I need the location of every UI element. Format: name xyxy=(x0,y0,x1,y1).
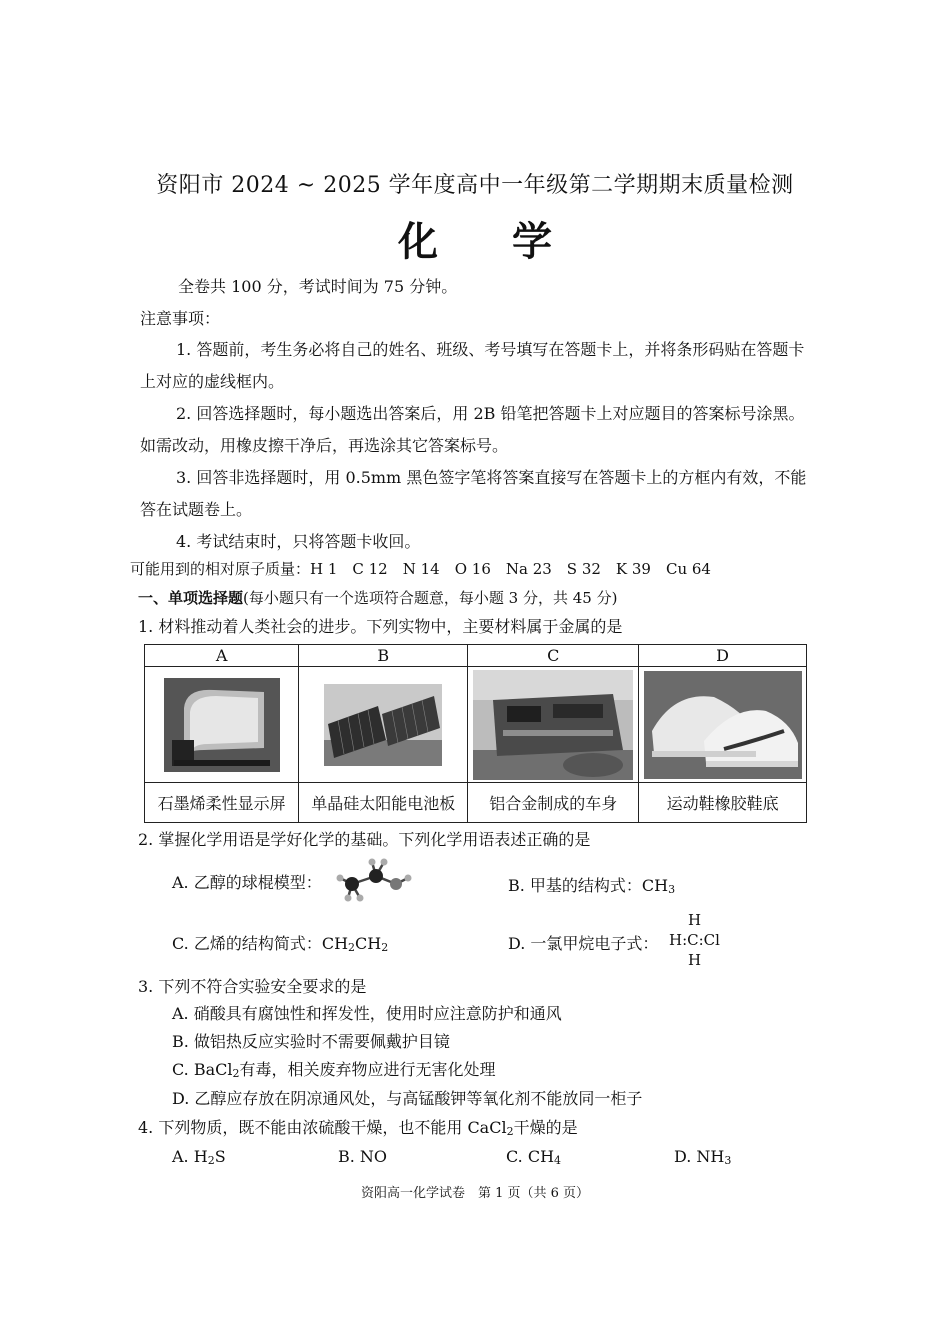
q3-option-c-sub: 2 xyxy=(232,1067,240,1080)
q4-option-d xyxy=(674,1146,731,1172)
chloromethane-electron-formula xyxy=(669,912,720,968)
q1-caption-b: 单晶硅太阳能电池板 xyxy=(299,783,468,823)
notice-item-1: 1. 答题前，考生务必将自己的姓名、班级、考号填写在答题卡上，并将条形码贴在答题卡上对应的虚线框内。 xyxy=(140,340,805,391)
q4-option-c xyxy=(506,1146,561,1172)
q4-option-a-pre: A. H xyxy=(172,1147,208,1166)
q1-letter-a: A xyxy=(145,645,299,667)
q4-option-b: B. NO xyxy=(338,1147,388,1166)
q3-option-b: B. 做铝热反应实验时不需要佩戴护目镜 xyxy=(172,1032,450,1051)
section-1-note: (每小题只有一个选项符合题意，每小题 3 分，共 45 分) xyxy=(243,589,618,607)
q1-caption-c: 铝合金制成的车身 xyxy=(468,783,639,823)
q4-option-a-post: S xyxy=(214,1147,226,1166)
notice-item-3: 3. 回答非选择题时，用 0.5mm 黑色签字笔将答案直接写在答题卡上的方框内有效，不能答在试题卷上。 xyxy=(140,468,807,519)
q4-stem-post: 干燥的是 xyxy=(513,1118,578,1137)
q2-option-a-label: A. 乙醇的球棍模型： xyxy=(172,873,322,892)
q2-option-d xyxy=(508,933,658,955)
notice-heading: 注意事项： xyxy=(140,309,221,328)
electron-formula-bottom-h: H xyxy=(688,951,702,969)
q3-option-c-post: 有毒，相关废弃物应进行无害化处理 xyxy=(239,1060,496,1079)
sneaker-image xyxy=(644,671,802,779)
q4-option-d-sub: 3 xyxy=(724,1154,732,1167)
flexible-display-image xyxy=(164,678,280,772)
q2-option-d-text: D. 一氯甲烷电子式： xyxy=(508,934,659,953)
electron-formula-top-h: H xyxy=(688,911,702,929)
atomic-masses: 可能用到的相对原子质量：H 1 C 12 N 14 O 16 Na 23 S 32 K 39 Cu 64 xyxy=(130,560,711,578)
q1-image-cell-b xyxy=(299,667,468,783)
q3-option-a: A. 硝酸具有腐蚀性和挥发性，使用时应注意防护和通风 xyxy=(172,1004,562,1023)
section-1-header xyxy=(138,587,617,609)
solar-panel-image xyxy=(324,684,442,766)
q1-caption-d: 运动鞋橡胶鞋底 xyxy=(639,783,807,823)
exam-title: 资阳市 2024 ~ 2025 学年度高中一年级第二学期期末质量检测 xyxy=(156,173,794,198)
notice-item-4: 4. 考试结束时，只将答题卡收回。 xyxy=(176,532,421,551)
ethanol-ball-stick-model xyxy=(330,854,416,910)
q1-image-cell-a xyxy=(145,667,299,783)
q4-stem-pre: 4. 下列物质，既不能由浓硫酸干燥，也不能用 CaCl xyxy=(138,1118,507,1137)
notice-item-2: 2. 回答选择题时，每小题选出答案后，用 2B 铅笔把答题卡上对应题目的答案标号涂黑。如需改动，用橡皮擦干净后，再选涂其它答案标号。 xyxy=(140,404,805,455)
section-1-title: 一、单项选择题 xyxy=(138,589,244,607)
q2-stem: 2. 掌握化学用语是学好化学的基础。下列化学用语表述正确的是 xyxy=(138,830,591,849)
q1-image-cell-d xyxy=(639,667,807,783)
q1-letter-c: C xyxy=(468,645,639,667)
q4-option-c-sub: 4 xyxy=(554,1154,562,1167)
q4-option-a-sub: 2 xyxy=(207,1154,215,1167)
q4-stem xyxy=(138,1117,578,1143)
q3-option-c xyxy=(172,1059,496,1085)
q4-option-c-pre: C. CH xyxy=(506,1147,555,1166)
q1-image-cell-c xyxy=(468,667,639,783)
q1-letter-b: B xyxy=(299,645,468,667)
q1-letter-d: D xyxy=(639,645,807,667)
train-image xyxy=(473,670,633,780)
q3-stem: 3. 下列不符合实验安全要求的是 xyxy=(138,977,367,996)
q1-stem: 1. 材料推动着人类社会的进步。下列实物中，主要材料属于金属的是 xyxy=(138,617,623,636)
exam-intro: 全卷共 100 分，考试时间为 75 分钟。 xyxy=(178,277,458,296)
q2-option-b xyxy=(508,875,675,901)
q2-option-c-mid: CH xyxy=(355,934,382,953)
q2-option-c-sub1: 2 xyxy=(348,941,356,954)
q4-stem-sub: 2 xyxy=(506,1125,514,1138)
q3-option-c-pre: C. BaCl xyxy=(172,1060,233,1079)
q2-option-c-text: C. 乙烯的结构简式：CH xyxy=(172,934,349,953)
q2-option-b-sub: 3 xyxy=(668,883,676,896)
q1-choice-table xyxy=(144,644,807,823)
q2-option-c-sub2: 2 xyxy=(381,941,389,954)
q1-caption-a: 石墨烯柔性显示屏 xyxy=(145,783,299,823)
q2-option-c xyxy=(172,933,388,959)
q4-option-d-pre: D. NH xyxy=(674,1147,725,1166)
q2-option-a xyxy=(172,872,322,894)
page-footer: 资阳高一化学试卷 第 1 页（共 6 页） xyxy=(360,1186,590,1201)
q4-option-a xyxy=(172,1146,226,1172)
subject-title: 化 学 xyxy=(398,219,552,265)
electron-formula-middle: H:C:Cl xyxy=(669,931,720,949)
q2-option-b-text: B. 甲基的结构式：CH xyxy=(508,876,669,895)
q3-option-d: D. 乙醇应存放在阴凉通风处，与高锰酸钾等氧化剂不能放同一柜子 xyxy=(172,1089,643,1108)
